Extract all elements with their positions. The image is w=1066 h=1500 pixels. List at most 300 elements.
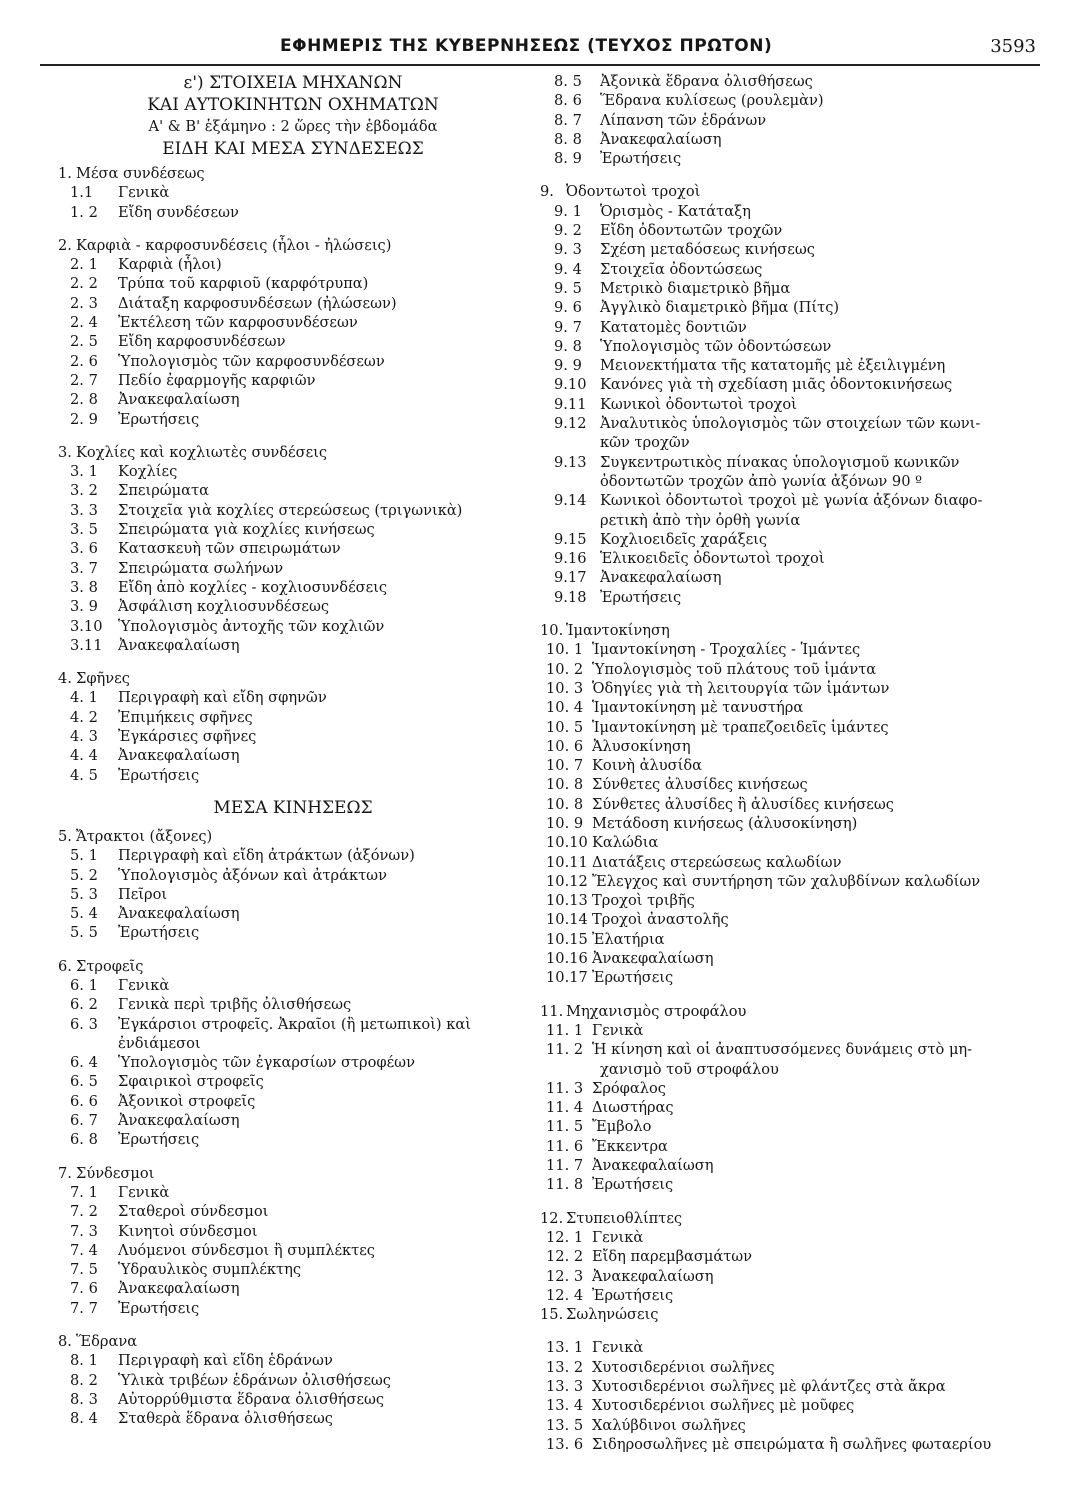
toc-item-number: 4. 5 (70, 766, 98, 784)
toc-item-number: 6. (58, 957, 72, 975)
toc-item-number: 11. 5 (546, 1118, 584, 1136)
toc-item-text: Περιγραφὴ καὶ εἴδη σφηνῶν (118, 689, 327, 707)
section-heading: ΚΑΙ ΑΥΤΟΚΙΝΗΤΩΝ ΟΧΗΜΑΤΩΝ (147, 95, 439, 115)
toc-item-text: Ἀνακεφαλαίωση (118, 1280, 240, 1298)
toc-item-text: Κωνικοὶ ὀδοντωτοὶ τροχοὶ μὲ γωνία ἀξόνων διαφο- (600, 492, 983, 510)
toc-item-text: Σταθεροὶ σύνδεσμοι (118, 1203, 269, 1221)
toc-item-text: Σφῆνες (76, 670, 130, 688)
toc-item-text: Γενικὰ (118, 1183, 170, 1201)
toc-item (540, 1156, 1030, 1175)
toc-item-number: 10. 3 (546, 679, 584, 697)
toc-item-text: Τροχοὶ τριβῆς (592, 892, 695, 910)
toc-item-text: Λυόμενοι σύνδεσμοι ἢ συμπλέκτες (118, 1241, 375, 1259)
toc-item-number: 11. 8 (546, 1176, 584, 1194)
toc-item (58, 462, 528, 481)
toc-item (58, 766, 528, 785)
toc-item (58, 1299, 528, 1318)
toc-item (58, 923, 528, 942)
toc-item-text: Διωστήρας (592, 1099, 674, 1117)
toc-item-text: Ἱμαντοκίνηση μὲ τανυστήρα (592, 699, 804, 717)
section-heading: ΕΙΔΗ ΚΑΙ ΜΕΣΑ ΣΥΝΔΕΣΕΩΣ (162, 139, 424, 159)
toc-item-number: 8. 6 (554, 92, 582, 110)
toc-item (58, 1111, 528, 1130)
toc-item (58, 520, 528, 539)
toc-item (540, 1175, 1030, 1194)
toc-item-number: 11. (540, 1002, 564, 1020)
toc-item-text: Ἀνακεφαλαίωση (118, 1112, 240, 1130)
toc-item-text: Ἐρωτήσεις (118, 766, 200, 784)
toc-item-number: 7. 7 (70, 1299, 98, 1317)
toc-item-text: Σχέση μεταδόσεως κινήσεως (600, 241, 815, 259)
toc-item (540, 1117, 1030, 1136)
toc-item (58, 559, 528, 578)
toc-item-text: Ἀνακεφαλαίωση (592, 950, 714, 968)
toc-item (58, 746, 528, 765)
toc-item-text: Σπειρώματα γιὰ κοχλίες κινήσεως (118, 521, 375, 539)
toc-item-text: Ἐρωτήσεις (118, 410, 200, 428)
toc-item (540, 298, 1030, 317)
toc-item-text: Χυτοσιδερένιοι σωλῆνες (592, 1358, 775, 1376)
toc-item-text: Ἐρωτήσεις (600, 588, 682, 606)
toc-item (58, 352, 528, 371)
toc-item (540, 737, 1030, 756)
toc-item (58, 617, 528, 636)
toc-item (540, 1040, 1030, 1059)
toc-item (540, 375, 1030, 394)
toc-item-number: 13. 1 (546, 1339, 584, 1357)
toc-item (58, 636, 528, 655)
toc-item-text: Συγκεντρωτικὸς πίνακας ὑπολογισμοῦ κωνικῶν (600, 453, 960, 471)
toc-item-text: Ἐρωτήσεις (592, 969, 674, 987)
toc-item-text: Γενικὰ (118, 976, 170, 994)
toc-group (540, 1338, 1030, 1454)
toc-item-text: Κανόνες γιὰ τὴ σχεδίαση μιᾶς ὀδοντοκινήσεως (600, 376, 953, 394)
toc-item-text: Ἔλεγχος καὶ συντήρηση τῶν χαλυβδίνων καλωδίων (592, 872, 981, 890)
toc-item (540, 1358, 1030, 1377)
toc-item-number: 9.18 (554, 588, 587, 606)
toc-item (540, 240, 1030, 259)
toc-item-number: 9. 6 (554, 299, 582, 317)
toc-item-number: 13. 3 (546, 1378, 584, 1395)
toc-item-number: 9.13 (554, 453, 587, 471)
toc-item (58, 1202, 528, 1221)
toc-item-text: Ἐρωτήσεις (600, 150, 682, 168)
toc-item-number: 2. (58, 236, 72, 254)
toc-item-number: 9. 9 (554, 357, 582, 375)
toc-item-number: 5. 1 (70, 847, 98, 865)
toc-item (58, 1260, 528, 1279)
toc-item-number: 11. 3 (546, 1079, 584, 1097)
toc-item-number: 3. 6 (70, 540, 98, 558)
toc-item-number: 10.11 (546, 853, 588, 871)
toc-item-number: 9.10 (554, 376, 587, 394)
toc-item-text: Στοιχεῖα ὀδοντώσεως (600, 260, 763, 278)
toc-item-number: 9. 1 (554, 202, 582, 220)
toc-group (58, 236, 528, 429)
toc-item (540, 1377, 1030, 1396)
toc-item-number: 4. 3 (70, 728, 98, 746)
toc-item-number: 8. 9 (554, 150, 582, 168)
toc-item (540, 356, 1030, 375)
toc-item-text: Ἀνακεφαλαίωση (118, 905, 240, 923)
toc-item (58, 727, 528, 746)
toc-item (540, 1079, 1030, 1098)
toc-item-text: Σύνθετες ἀλυσίδες κινήσεως (592, 776, 808, 794)
toc-item (58, 1092, 528, 1111)
toc-item (58, 1241, 528, 1260)
toc-item-number: 5. 5 (70, 924, 98, 942)
toc-item (58, 313, 528, 332)
toc-item-text: Ὁρισμὸς - Κατάταξη (600, 202, 751, 220)
toc-item-number: 10.16 (546, 950, 588, 968)
toc-item-text: Γενικὰ (592, 1021, 644, 1039)
toc-item (58, 371, 528, 390)
toc-section-title (540, 1305, 1030, 1324)
toc-item-text: Ἱμαντοκίνηση μὲ τραπεζοειδεῖς ἱμάντες (592, 718, 889, 736)
toc-item-text: Ἱμαντοκίνηση - Τροχαλίες - Ἱμάντες (592, 641, 861, 659)
toc-item (540, 511, 1030, 530)
toc-item-number: 3. 1 (70, 463, 98, 481)
toc-item-text: Ὑπολογισμὸς τῶν ἐγκαρσίων στροφέων (118, 1054, 415, 1072)
toc-item (540, 872, 1030, 891)
toc-group (540, 1209, 1030, 1325)
toc-item-text: Ἑλικοειδεῖς ὀδοντωτοὶ τροχοὶ (600, 550, 825, 568)
toc-item (540, 1137, 1030, 1156)
toc-item (540, 318, 1030, 337)
toc-section-title (58, 164, 528, 183)
toc-item (540, 1060, 1030, 1079)
toc-item (58, 1053, 528, 1072)
toc-item-number: 15. (540, 1306, 564, 1324)
toc-item-number: 12. 4 (546, 1286, 584, 1304)
toc-item-number: 13. 6 (546, 1435, 584, 1453)
toc-item-number: 6. 5 (70, 1073, 98, 1091)
toc-item-number: 2. 1 (70, 256, 98, 274)
toc-item (540, 679, 1030, 698)
toc-item (58, 688, 528, 707)
toc-item-number: 2. 5 (70, 333, 98, 351)
toc-item (58, 1279, 528, 1298)
toc-item-number: 8. 2 (70, 1371, 98, 1389)
toc-item-text: Ἀγγλικὸ διαμετρικὸ βῆμα (Πίτς) (600, 299, 840, 317)
toc-item (58, 708, 528, 727)
toc-item-text: Κωνικοὶ ὀδοντωτοὶ τροχοὶ (600, 395, 797, 413)
toc-item-number: 2. 7 (70, 371, 98, 389)
toc-section-title (540, 182, 1030, 201)
toc-group (58, 164, 528, 222)
toc-section-title (58, 957, 528, 976)
toc-item-text: Χυτοσιδερένιοι σωλῆνες μὲ φλάντζες στὰ ἄκρα (592, 1378, 946, 1395)
toc-item-number: 9. (540, 183, 554, 201)
toc-item (58, 1183, 528, 1202)
toc-item-number: 10.15 (546, 930, 588, 948)
toc-item-text: Ἐπιμήκεις σφῆνες (118, 708, 253, 726)
toc-item (540, 640, 1030, 659)
toc-item-number: 1. 2 (70, 203, 98, 221)
toc-item-text: χανισμὸ τοῦ στροφάλου (600, 1060, 779, 1078)
toc-item-text: Μέσα συνδέσεως (76, 165, 205, 182)
toc-item-text: Σφαιρικοὶ στροφεῖς (118, 1073, 264, 1091)
toc-item (540, 202, 1030, 221)
toc-item (58, 597, 528, 616)
toc-item-text: Ἐκτέλεση τῶν καρφοσυνδέσεων (118, 314, 358, 332)
toc-item (58, 183, 528, 202)
toc-item (58, 1351, 528, 1370)
toc-item-text: Ὑπολογισμὸς ἀντοχῆς τῶν κοχλιῶν (118, 617, 385, 635)
toc-item-number: 3. 8 (70, 578, 98, 596)
toc-group (58, 1164, 528, 1318)
toc-item-text: Λίπανση τῶν ἑδράνων (600, 111, 767, 129)
toc-item-number: 10.12 (546, 872, 588, 890)
toc-item-text: Κινητοὶ σύνδεσμοι (118, 1222, 258, 1240)
toc-item-text: Σπειρώματα σωλήνων (118, 559, 284, 577)
toc-item-text: Ἱμαντοκίνηση (566, 622, 670, 640)
toc-item-text: Τροχοὶ ἀναστολῆς (592, 911, 729, 929)
toc-item (58, 410, 528, 429)
toc-item (540, 1247, 1030, 1266)
toc-section-title (540, 1209, 1030, 1228)
toc-item-number: 5. 3 (70, 885, 98, 903)
toc-section-title (58, 443, 528, 462)
page-header (40, 30, 1040, 66)
left-column (58, 72, 528, 1429)
toc-item-text: Γενικὰ περὶ τριβῆς ὀλισθήσεως (118, 996, 352, 1014)
toc-item-number: 3. 9 (70, 598, 98, 616)
toc-item-text: Ἕδρανα (76, 1333, 138, 1351)
toc-item-text: Μειονεκτήματα τῆς κατατομῆς μὲ ἐξειλιγμένη (600, 357, 946, 375)
toc-item (540, 910, 1030, 929)
toc-item-number: 7. 3 (70, 1222, 98, 1240)
toc-item-text: Χαλύβδινοι σωλῆνες (592, 1416, 746, 1434)
toc-item (540, 660, 1030, 679)
page-number: 3593 (990, 36, 1036, 57)
toc-item-text: Ἐλατήρια (592, 930, 665, 948)
toc-item-number: 9. 5 (554, 279, 582, 297)
toc-item-number: 1.1 (70, 184, 94, 202)
toc-item (540, 1267, 1030, 1286)
toc-item-text: Ἀνακεφαλαίωση (592, 1157, 714, 1175)
toc-item-number: 9.12 (554, 415, 587, 433)
toc-item-text: Ἕδρανα κυλίσεως (ρουλεμὰν) (600, 92, 824, 110)
toc-item-number: 10. 8 (546, 795, 584, 813)
toc-item (58, 846, 528, 865)
toc-group (58, 669, 528, 785)
toc-item-text: Κατασκευὴ τῶν σπειρωμάτων (118, 540, 341, 558)
toc-item-number: 11. 6 (546, 1137, 584, 1155)
toc-item (540, 1435, 1030, 1454)
toc-item (58, 274, 528, 293)
toc-item (540, 279, 1030, 298)
toc-group (58, 957, 528, 1150)
toc-item (58, 501, 528, 520)
toc-item-text: Εἴδη παρεμβασμάτων (592, 1248, 753, 1266)
toc-section-title (58, 669, 528, 688)
toc-item-number: 4. (58, 670, 72, 688)
toc-item-text: Τρύπα τοῦ καρφιοῦ (καρφότρυπα) (118, 275, 369, 293)
toc-item (540, 260, 1030, 279)
toc-item-number: 12. 3 (546, 1267, 584, 1285)
toc-item (540, 130, 1030, 149)
toc-group (540, 72, 1030, 168)
toc-item-text: Σύνθετες ἀλυσίδες ἢ ἀλυσίδες κινήσεως (592, 795, 894, 813)
toc-item (540, 775, 1030, 794)
toc-item-number: 7. 1 (70, 1183, 98, 1201)
toc-item-number: 6. 4 (70, 1054, 98, 1072)
toc-item-text: Σωληνώσεις (566, 1306, 659, 1324)
toc-item-text: Καρφιὰ - καρφοσυνδέσεις (ἧλοι - ἠλώσεις) (76, 236, 392, 254)
toc-item-number: 7. 4 (70, 1241, 98, 1259)
toc-item-number: 10. 8 (546, 776, 584, 794)
toc-item-text: Ἀνακεφαλαίωση (118, 391, 240, 409)
toc-item-number: 11. 1 (546, 1021, 584, 1039)
toc-item-text: Πεδίο ἐφαρμογῆς καρφιῶν (118, 371, 316, 389)
toc-item (58, 1409, 528, 1428)
toc-item-number: 8. 4 (70, 1410, 98, 1428)
toc-item (58, 203, 528, 222)
toc-item-number: 8. 3 (70, 1390, 98, 1408)
toc-item-text: Ἐρωτήσεις (592, 1176, 674, 1194)
toc-item-text: Γενικὰ (592, 1228, 644, 1246)
toc-item (540, 530, 1030, 549)
toc-item-text: Μετάδοση κινήσεως (ἀλυσοκίνηση) (592, 814, 858, 832)
toc-item-text: Ὑπολογισμὸς τῶν ὀδοντώσεων (600, 337, 832, 355)
toc-item-text: Κατατομὲς δοντιῶν (600, 318, 747, 336)
toc-item-text: Ὑλικὰ τριβέων ἑδράνων ὀλισθήσεως (118, 1371, 391, 1389)
toc-item-number: 11. 4 (546, 1099, 584, 1117)
toc-group (58, 827, 528, 943)
toc-item-number: 3. 2 (70, 482, 98, 500)
toc-item-number: 2. 3 (70, 294, 98, 312)
toc-item-text: Ἀνακεφαλαίωση (118, 636, 240, 654)
toc-item-text: Σύνδεσμοι (76, 1164, 155, 1182)
toc-item-number: 10.17 (546, 969, 588, 987)
toc-item-number: 12. (540, 1209, 564, 1227)
toc-item (540, 453, 1030, 472)
toc-group (58, 443, 528, 655)
toc-item-number: 9.17 (554, 569, 587, 587)
toc-item-number: 5. 4 (70, 905, 98, 923)
toc-item-text: Ἀναλυτικὸς ὑπολογισμὸς τῶν στοιχείων τῶν κωνι- (600, 415, 981, 433)
toc-item-number: 4. 1 (70, 689, 98, 707)
toc-item-number: 11. 2 (546, 1041, 584, 1059)
toc-item-number: 10. 6 (546, 737, 584, 755)
toc-item-text: ὀδοντωτῶν τροχῶν ἀπὸ γωνία ἀξόνων 90 º (600, 472, 922, 490)
toc-item-number: 13. 4 (546, 1397, 584, 1415)
toc-item (58, 481, 528, 500)
toc-item-text: Εἴδη συνδέσεων (118, 203, 239, 221)
toc-item-text: Ὑπολογισμὸς τῶν καρφοσυνδέσεων (118, 352, 385, 370)
toc-item-number: 1. (58, 165, 72, 182)
toc-item-number: 8. 5 (554, 73, 582, 90)
toc-item-text: Ὑπολογισμὸς τοῦ πλάτους τοῦ ἱμάντα (592, 660, 877, 678)
toc-item-text: Καλώδια (592, 834, 659, 852)
toc-item-number: 11. 7 (546, 1157, 584, 1175)
toc-group (58, 1332, 528, 1428)
toc-item-text: Κοχλίες (118, 463, 178, 481)
toc-item (540, 221, 1030, 240)
toc-item (540, 568, 1030, 587)
toc-item (540, 756, 1030, 775)
toc-item-text: Καρφιὰ (ἧλοι) (118, 256, 222, 274)
toc-item-text: Γενικὰ (592, 1339, 644, 1357)
toc-item-number: 5. 2 (70, 866, 98, 884)
toc-item (540, 433, 1030, 452)
toc-item-text: Ἐρωτήσεις (118, 1299, 200, 1317)
toc-section-title (58, 1332, 528, 1351)
toc-item-number: 4. 2 (70, 708, 98, 726)
toc-item (58, 1034, 528, 1053)
toc-item-text: Περιγραφὴ καὶ εἴδη ἀτράκτων (ἀξόνων) (118, 847, 415, 865)
toc-item (58, 866, 528, 885)
toc-item-number: 7. 2 (70, 1203, 98, 1221)
toc-item (58, 1072, 528, 1091)
toc-item-number: 2. 9 (70, 410, 98, 428)
toc-item-number: 10. 5 (546, 718, 584, 736)
toc-item-number: 10. 4 (546, 699, 584, 717)
toc-item-number: 9.11 (554, 395, 587, 413)
toc-item (540, 337, 1030, 356)
toc-item (58, 390, 528, 409)
toc-item (58, 294, 528, 313)
toc-item-number: 10.10 (546, 834, 588, 852)
toc-item (540, 549, 1030, 568)
toc-item (540, 1098, 1030, 1117)
toc-item-number: 9. 4 (554, 260, 582, 278)
toc-item-number: 8. 7 (554, 111, 582, 129)
toc-item-number: 8. 1 (70, 1352, 98, 1370)
toc-item-number: 6. 8 (70, 1131, 98, 1149)
toc-item (540, 111, 1030, 130)
toc-item-text: Ἀλυσοκίνηση (592, 737, 691, 755)
toc-item (540, 891, 1030, 910)
toc-item-number: 7. (58, 1164, 72, 1182)
toc-item-text: Ἐρωτήσεις (592, 1286, 674, 1304)
toc-item-number: 6. 2 (70, 996, 98, 1014)
toc-item (540, 949, 1030, 968)
toc-item-text: Ἐρωτήσεις (118, 924, 200, 942)
toc-item-number: 10. 9 (546, 814, 584, 832)
toc-group (540, 621, 1030, 988)
toc-group (540, 1002, 1030, 1195)
section-subheading: Α' & Β' ἑξάμηνο : 2 ὥρες τὴν ἑβδομάδα (148, 118, 438, 135)
toc-item-text: Ὑδραυλικὸς συμπλέκτης (118, 1261, 302, 1279)
toc-item-number: 10. (540, 622, 564, 640)
toc-item-number: 13. 5 (546, 1416, 584, 1434)
toc-item-number: 6. 7 (70, 1112, 98, 1130)
toc-item-text: Ἀνακεφαλαίωση (600, 569, 722, 587)
toc-item-number: 3. 5 (70, 521, 98, 539)
toc-item (58, 1390, 528, 1409)
toc-item (58, 995, 528, 1014)
toc-item-text: Στυπειοθλίπτες (566, 1209, 683, 1227)
toc-item (540, 1021, 1030, 1040)
section-heading: ε') ΣΤΟΙΧΕΙΑ ΜΗΧΑΝΩΝ (183, 73, 403, 93)
toc-item-number: 6. 3 (70, 1015, 98, 1033)
toc-item-text: Ἀξονικοὶ στροφεῖς (118, 1092, 256, 1110)
toc-item (540, 1416, 1030, 1435)
toc-section-title (58, 827, 528, 846)
toc-group (540, 182, 1030, 607)
toc-item-text: Ἀνακεφαλαίωση (118, 747, 240, 765)
toc-section-title (540, 621, 1030, 640)
toc-item-number: 2. 8 (70, 391, 98, 409)
toc-item (58, 1015, 528, 1034)
toc-item-text: Ἡ κίνηση καὶ οἱ ἀναπτυσσόμενες δυνάμεις στὸ μη- (592, 1041, 973, 1059)
toc-item (540, 395, 1030, 414)
toc-item (58, 1130, 528, 1149)
toc-item-number: 2. 2 (70, 275, 98, 293)
toc-item (540, 1396, 1030, 1415)
